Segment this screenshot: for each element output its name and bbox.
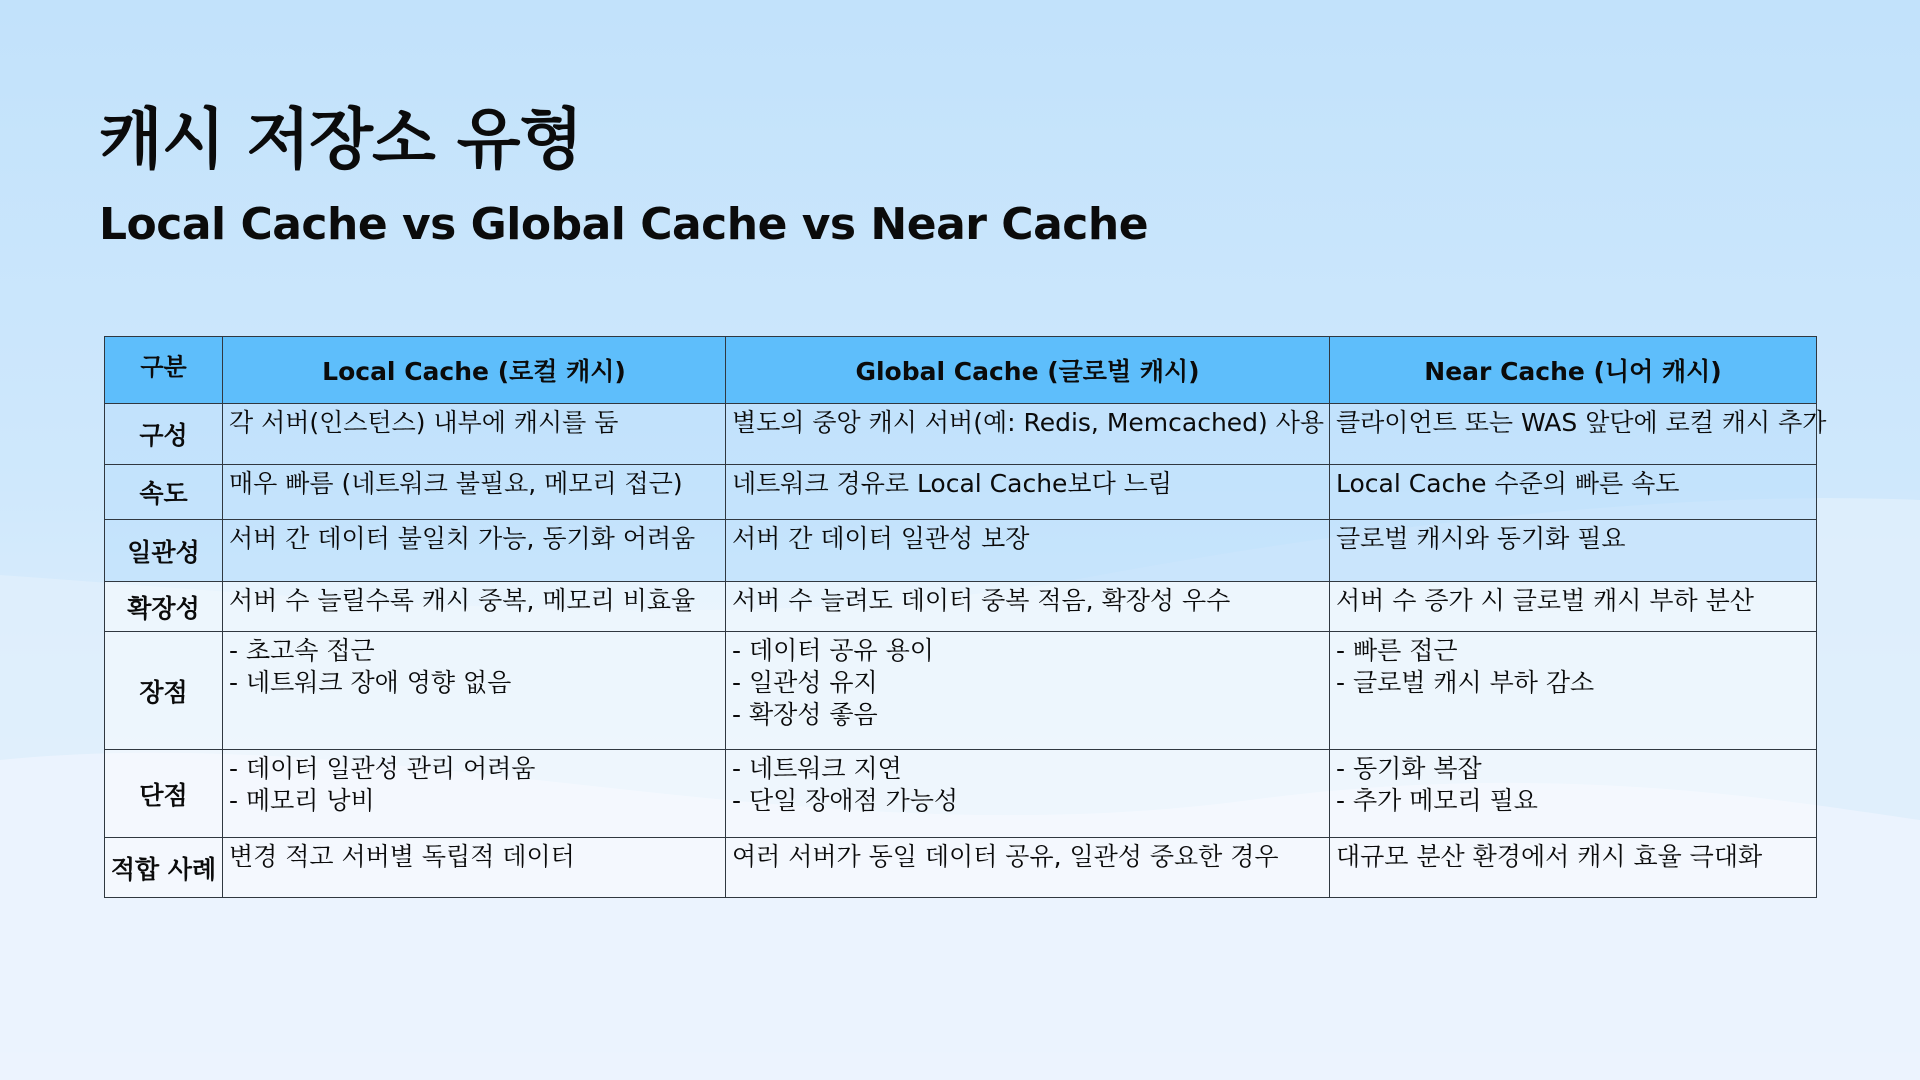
cell-line: - 메모리 낭비 <box>229 786 375 815</box>
cell-line: - 네트워크 지연 <box>732 754 902 783</box>
row-label: 장점 <box>105 632 223 750</box>
table-row <box>105 632 1817 750</box>
cell-near <box>1330 404 1827 465</box>
cell-line: - 데이터 공유 용이 <box>732 636 934 665</box>
header-category: 구분 <box>105 337 223 404</box>
table-row <box>105 838 1817 898</box>
table-row <box>105 465 1817 520</box>
cell-line: - 일관성 유지 <box>732 668 878 697</box>
cell-line: - 동기화 복잡 <box>1336 754 1482 783</box>
cell-near <box>1330 838 1817 898</box>
comparison-table <box>104 336 1827 898</box>
cell-line: - 단일 장애점 가능성 <box>732 786 959 815</box>
row-label: 일관성 <box>105 520 223 582</box>
cell-line: - 네트워크 장애 영향 없음 <box>229 668 512 697</box>
cell-line: - 초고속 접근 <box>229 636 375 665</box>
cell-near <box>1330 632 1817 750</box>
header-local-cache: Local Cache (로컬 캐시) <box>223 337 726 404</box>
cell-line: 매우 빠름 (네트워크 불필요, 메모리 접근) <box>229 469 683 498</box>
cell-line: 여러 서버가 동일 데이터 공유, 일관성 중요한 경우 <box>732 842 1279 871</box>
cell-line: - 글로벌 캐시 부하 감소 <box>1336 668 1595 697</box>
cell-local <box>223 404 726 465</box>
cell-line: 별도의 중앙 캐시 서버(예: Redis, Memcached) 사용 <box>732 408 1325 437</box>
cell-line: 서버 간 데이터 일관성 보장 <box>732 524 1030 553</box>
slide-title: 캐시 저장소 유형 <box>99 101 583 178</box>
cell-local <box>223 838 726 898</box>
cell-global <box>726 582 1330 632</box>
cell-local <box>223 632 726 750</box>
table-row <box>105 404 1817 465</box>
cell-local <box>223 520 726 582</box>
cell-global <box>726 465 1330 520</box>
cell-local <box>223 582 726 632</box>
cell-line: Local Cache 수준의 빠른 속도 <box>1336 469 1680 498</box>
table-row <box>105 582 1817 632</box>
cell-near <box>1330 750 1817 838</box>
cell-line: 서버 수 증가 시 글로벌 캐시 부하 분산 <box>1336 586 1754 615</box>
cell-line: 글로벌 캐시와 동기화 필요 <box>1336 524 1626 553</box>
row-label: 속도 <box>105 465 223 520</box>
table-header-row <box>105 337 1817 404</box>
cell-local <box>223 750 726 838</box>
cell-line: 클라이언트 또는 WAS 앞단에 로컬 캐시 추가 <box>1336 408 1827 437</box>
header-near-cache: Near Cache (니어 캐시) <box>1330 337 1817 404</box>
row-label: 적합 사례 <box>105 838 223 898</box>
row-label: 구성 <box>105 404 223 465</box>
cell-global <box>726 404 1330 465</box>
cell-global <box>726 632 1330 750</box>
cell-line: 서버 수 늘릴수록 캐시 중복, 메모리 비효율 <box>229 586 696 615</box>
cell-line: 네트워크 경유로 Local Cache보다 느림 <box>732 469 1172 498</box>
cell-global <box>726 838 1330 898</box>
cell-global <box>726 750 1330 838</box>
cell-near <box>1330 465 1817 520</box>
cell-line: 서버 수 늘려도 데이터 중복 적음, 확장성 우수 <box>732 586 1231 615</box>
cell-line: 대규모 분산 환경에서 캐시 효율 극대화 <box>1336 842 1763 871</box>
table-row <box>105 750 1817 838</box>
cell-local <box>223 465 726 520</box>
header-global-cache: Global Cache (글로벌 캐시) <box>726 337 1330 404</box>
cell-near <box>1330 582 1817 632</box>
cell-line: 변경 적고 서버별 독립적 데이터 <box>229 842 575 871</box>
cell-line: 서버 간 데이터 불일치 가능, 동기화 어려움 <box>229 524 696 553</box>
cell-line: - 데이터 일관성 관리 어려움 <box>229 754 536 783</box>
cell-line: - 추가 메모리 필요 <box>1336 786 1538 815</box>
cell-line: 각 서버(인스턴스) 내부에 캐시를 둠 <box>229 408 619 437</box>
table-row <box>105 520 1817 582</box>
cell-near <box>1330 520 1817 582</box>
row-label: 단점 <box>105 750 223 838</box>
cell-line: - 빠른 접근 <box>1336 636 1458 665</box>
cell-line: - 확장성 좋음 <box>732 700 878 729</box>
slide-subtitle: Local Cache vs Global Cache vs Near Cache <box>99 199 1149 250</box>
cell-global <box>726 520 1330 582</box>
row-label: 확장성 <box>105 582 223 632</box>
